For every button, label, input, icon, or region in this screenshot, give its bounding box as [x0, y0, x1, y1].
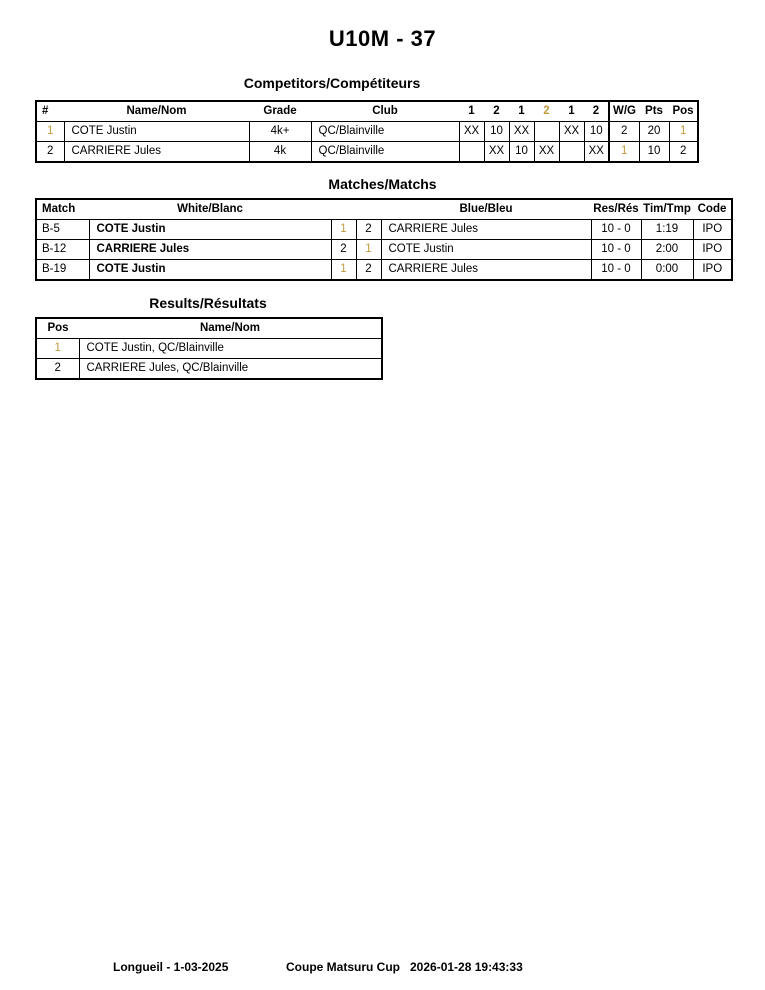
- matches-table: [35, 198, 733, 281]
- white-player-name: COTE Justin: [89, 260, 331, 281]
- white-player-name: COTE Justin: [89, 220, 331, 240]
- position-cell: 1: [669, 122, 698, 142]
- results-table: [35, 317, 383, 380]
- game-cell: [459, 142, 484, 163]
- match-code: IPO: [693, 240, 732, 260]
- col-header-position: Pos: [36, 318, 79, 339]
- wins-games-cell: 2: [609, 122, 639, 142]
- result-row: [36, 359, 382, 380]
- blue-player-name: CARRIERE Jules: [381, 260, 591, 281]
- game-cell: XX: [534, 142, 559, 163]
- col-header-game-3: 1: [509, 101, 534, 122]
- page-title: U10M - 37: [328, 26, 437, 51]
- col-header-game-1: 1: [459, 101, 484, 122]
- blue-player-number: 2: [356, 220, 381, 240]
- matches-header-row: [36, 199, 732, 220]
- match-result: 10 - 0: [591, 240, 641, 260]
- competitor-grade: 4k+: [249, 122, 311, 142]
- game-cell: [559, 142, 584, 163]
- match-time: 0:00: [641, 260, 693, 281]
- match-code: IPO: [693, 260, 732, 281]
- col-header-game-4: 2: [534, 101, 559, 122]
- white-player-name: CARRIERE Jules: [89, 240, 331, 260]
- result-row: [36, 339, 382, 359]
- match-code: IPO: [693, 220, 732, 240]
- col-header-position: Pos: [669, 101, 698, 122]
- competitors-table: [35, 100, 699, 163]
- points-cell: 10: [639, 142, 669, 163]
- footer-location-date: Longueil - 1-03-2025: [113, 960, 229, 974]
- white-player-number: 1: [331, 220, 356, 240]
- position-cell: 2: [669, 142, 698, 163]
- competitor-name: CARRIERE Jules: [64, 142, 249, 163]
- col-header-number: #: [36, 101, 64, 122]
- competitor-number: 1: [36, 122, 64, 142]
- game-cell: XX: [484, 142, 509, 163]
- col-header-name: Name/Nom: [64, 101, 249, 122]
- game-cell: XX: [509, 122, 534, 142]
- col-header-grade: Grade: [249, 101, 311, 122]
- col-header-white: White/Blanc: [89, 199, 331, 220]
- game-cell: 10: [509, 142, 534, 163]
- competitor-club: QC/Blainville: [311, 122, 459, 142]
- results-section-title: Results/Résultats: [149, 295, 267, 311]
- col-header-blue: Blue/Bleu: [381, 199, 591, 220]
- blue-player-name: COTE Justin: [381, 240, 591, 260]
- white-player-number: 2: [331, 240, 356, 260]
- col-header-points: Pts: [639, 101, 669, 122]
- col-header-time: Tim/Tmp: [641, 199, 693, 220]
- match-row: [36, 240, 732, 260]
- blue-player-number: 1: [356, 240, 381, 260]
- col-header-game-5: 1: [559, 101, 584, 122]
- col-header-result: Res/Rés: [591, 199, 641, 220]
- match-result: 10 - 0: [591, 220, 641, 240]
- match-id: B-19: [36, 260, 89, 281]
- game-cell: XX: [584, 142, 609, 163]
- game-cell: [534, 122, 559, 142]
- blue-player-number: 2: [356, 260, 381, 281]
- col-header-wins-games: W/G: [609, 101, 639, 122]
- match-row: [36, 220, 732, 240]
- game-cell: XX: [459, 122, 484, 142]
- match-time: 1:19: [641, 220, 693, 240]
- col-header-game-6: 2: [584, 101, 609, 122]
- header-spacer: [331, 199, 381, 220]
- white-player-number: 1: [331, 260, 356, 281]
- col-header-match: Match: [36, 199, 89, 220]
- competitor-club: QC/Blainville: [311, 142, 459, 163]
- footer-print-datetime: 2026-01-28 19:43:33: [410, 960, 523, 974]
- match-id: B-5: [36, 220, 89, 240]
- result-position: 1: [36, 339, 79, 359]
- match-row: [36, 260, 732, 281]
- competitors-header-row: [36, 101, 698, 122]
- col-header-game-2: 2: [484, 101, 509, 122]
- game-cell: 10: [584, 122, 609, 142]
- footer-event-name: Coupe Matsuru Cup: [286, 960, 400, 974]
- match-result: 10 - 0: [591, 260, 641, 281]
- competitors-section-title: Competitors/Compétiteurs: [243, 75, 421, 91]
- result-name: CARRIERE Jules, QC/Blainville: [79, 359, 382, 380]
- blue-player-name: CARRIERE Jules: [381, 220, 591, 240]
- game-cell: XX: [559, 122, 584, 142]
- competitor-name: COTE Justin: [64, 122, 249, 142]
- results-header-row: [36, 318, 382, 339]
- result-position: 2: [36, 359, 79, 380]
- wins-games-cell: 1: [609, 142, 639, 163]
- result-name: COTE Justin, QC/Blainville: [79, 339, 382, 359]
- match-id: B-12: [36, 240, 89, 260]
- competitor-grade: 4k: [249, 142, 311, 163]
- points-cell: 20: [639, 122, 669, 142]
- col-header-code: Code: [693, 199, 732, 220]
- col-header-name: Name/Nom: [79, 318, 382, 339]
- game-cell: 10: [484, 122, 509, 142]
- match-time: 2:00: [641, 240, 693, 260]
- matches-section-title: Matches/Matchs: [328, 176, 437, 192]
- competitor-row: [36, 122, 698, 142]
- col-header-club: Club: [311, 101, 459, 122]
- competitor-number: 2: [36, 142, 64, 163]
- competitor-row: [36, 142, 698, 163]
